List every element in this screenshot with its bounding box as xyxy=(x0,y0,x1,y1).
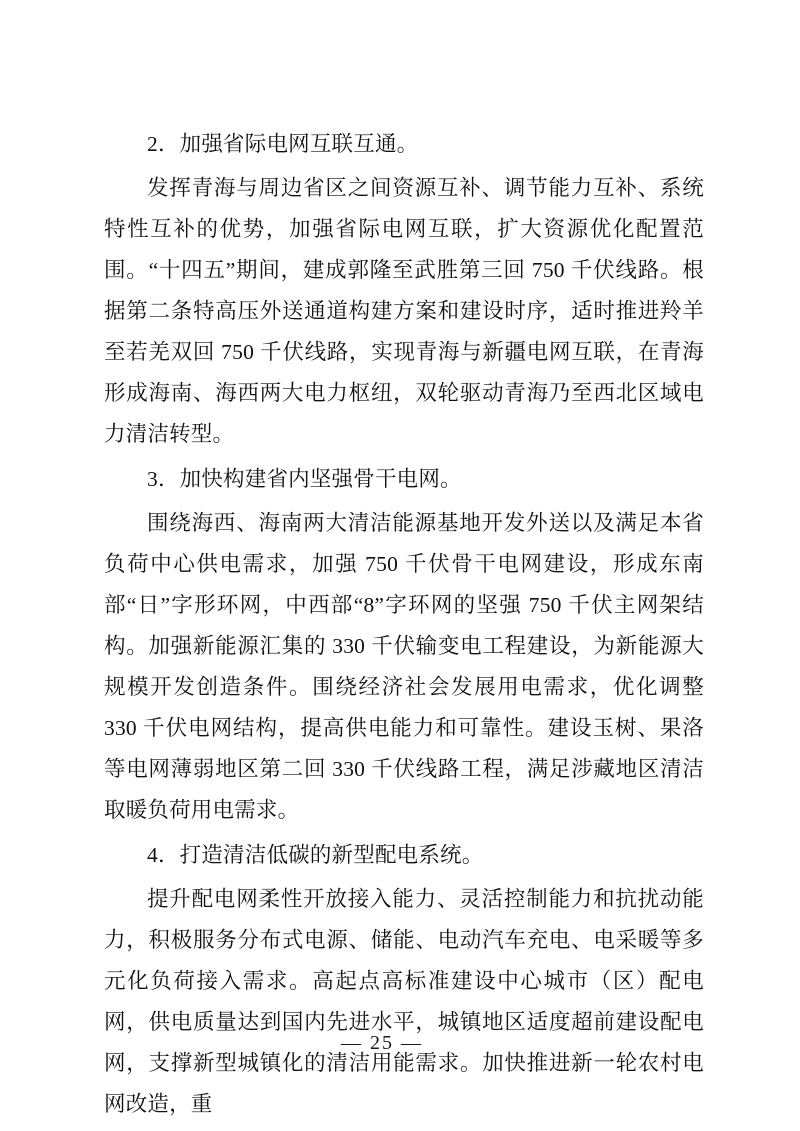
paragraph-body-2: 发挥青海与周边省区之间资源互补、调节能力互补、系统特性互补的优势，加强省际电网互联，扩大资源优化配置范围。“十四五”期间，建成郭隆至武胜第三回 750 千伏线路。根据第二条特高压外送通道构建方案和建设时序，适时推进羚羊至若羌双回 750 千伏线路，实现青海与新疆电网互联，在青海形成海南、海西两大电力枢纽，双轮驱动青海乃至西北区域电力清洁转型。 xyxy=(104,176,704,446)
paragraph-heading-4: 4．打造清洁低碳的新型配电系统。 xyxy=(147,843,484,867)
paragraph-heading-3: 3．加快构建省内坚强骨干电网。 xyxy=(147,467,462,491)
page-number: — 25 — xyxy=(341,1032,423,1054)
paragraph-body-3: 围绕海西、海南两大清洁能源基地开发外送以及满足本省负荷中心供电需求，加强 750 千伏骨干电网建设，形成东南部“日”字形环网，中西部“8”字环网的坚强 750 千伏主网架结构。加强新能源汇集的 330 千伏输变电工程建设，为新能源大规模开发创造条件。围绕经济社会发展用电需求，优化调整 330 千伏电网结构，提高供电能力和可靠性。建设玉树、果洛等电网薄弱地区第二回 330 千伏线路工程，满足涉藏地区清洁取暖负荷用电需求。 xyxy=(104,511,704,822)
paragraph-body-4: 提升配电网柔性开放接入能力、灵活控制能力和抗扰动能力，积极服务分布式电源、储能、电动汽车充电、电采暖等多元化负荷接入需求。高起点高标准建设中心城市（区）配电网，供电质量达到国内先进水平，城镇地区适度超前建设配电网，支撑新型城镇化的清洁用能需求。加快推进新一轮农村电网改造，重 xyxy=(104,887,704,1116)
document-body xyxy=(104,124,704,1125)
page-footer xyxy=(0,1032,800,1055)
paragraph-heading-2: 2．加强省际电网互联互通。 xyxy=(147,132,419,156)
